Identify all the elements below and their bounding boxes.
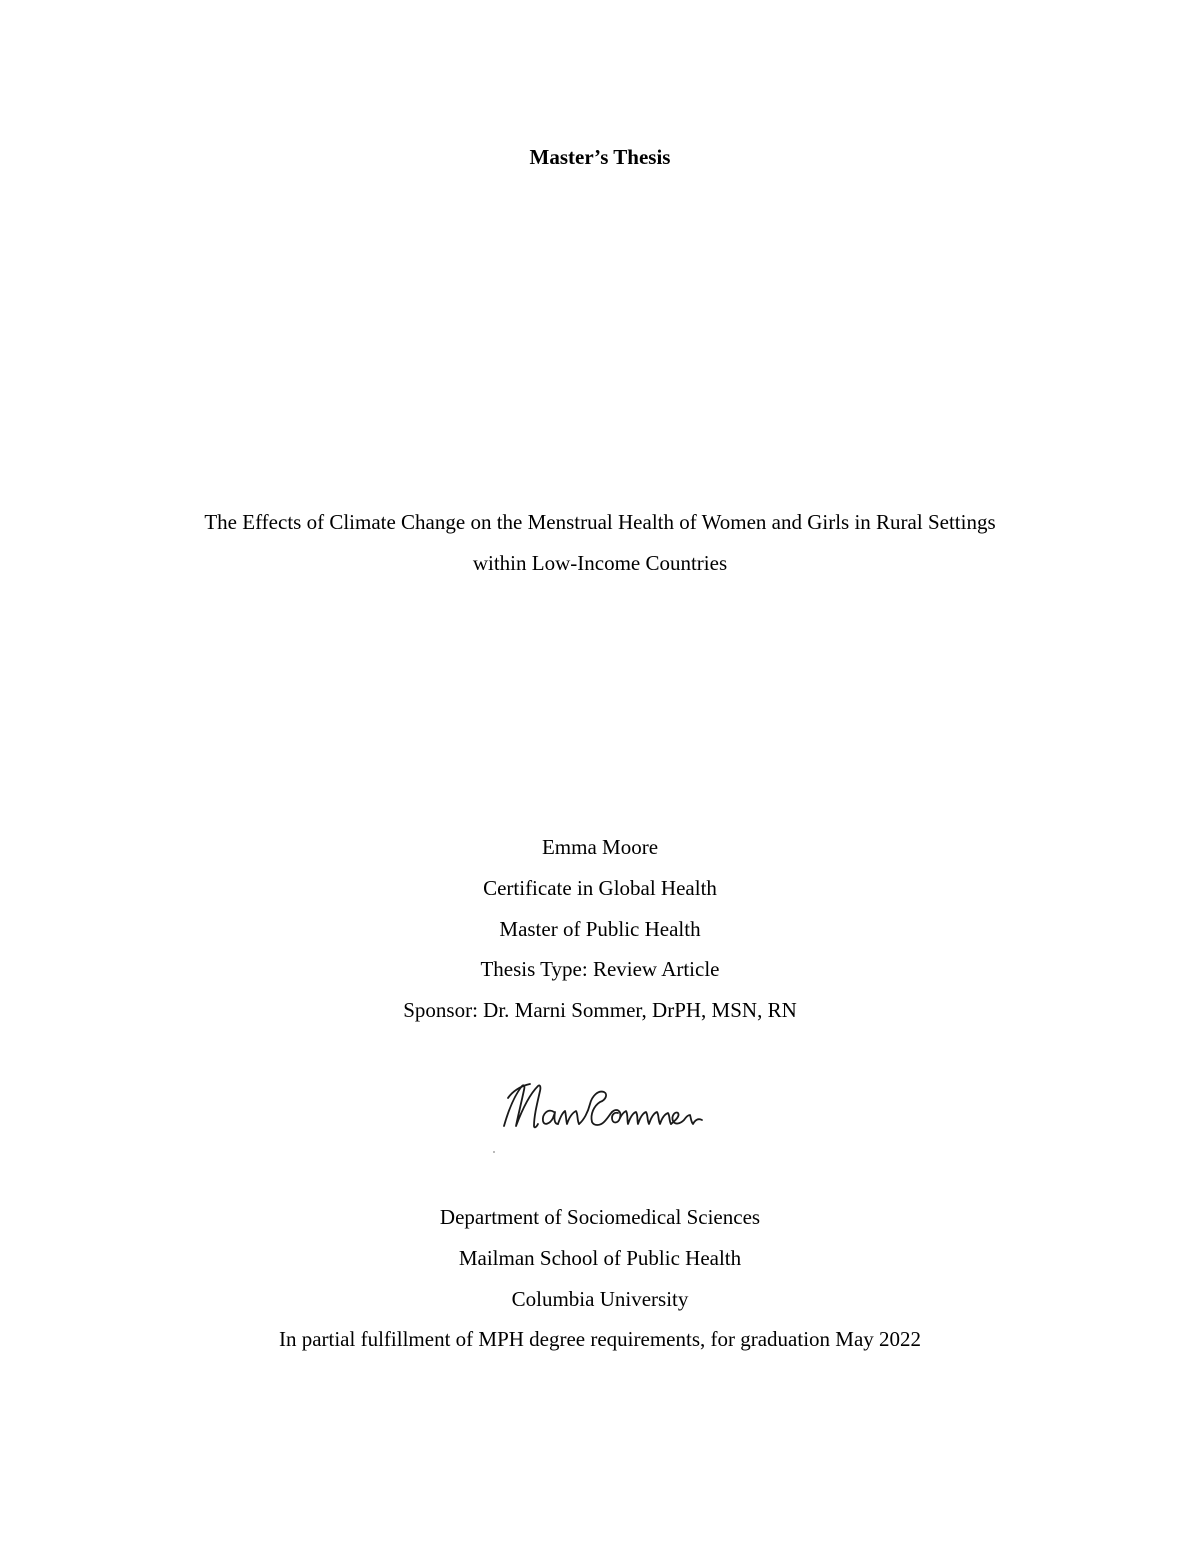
author-name: Emma Moore — [541, 835, 659, 859]
thesis-type-line: Thesis Type: Review Article — [480, 957, 720, 981]
university-line: Columbia University — [511, 1287, 689, 1311]
document-heading: Master’s Thesis — [529, 145, 671, 169]
sponsor-signature — [480, 1068, 720, 1158]
school-line: Mailman School of Public Health — [458, 1246, 742, 1270]
department-line: Department of Sociomedical Sciences — [439, 1205, 761, 1229]
certificate-line: Certificate in Global Health — [483, 876, 717, 900]
thesis-title-line-2: within Low-Income Countries — [472, 551, 728, 575]
sponsor-line: Sponsor: Dr. Marni Sommer, DrPH, MSN, RN — [403, 998, 797, 1022]
degree-line: Master of Public Health — [499, 917, 701, 941]
fulfillment-line: In partial fulfillment of MPH degree requirements, for graduation May 2022 — [278, 1327, 922, 1351]
thesis-title-line-1: The Effects of Climate Change on the Menstrual Health of Women and Girls in Rural Settings — [204, 510, 996, 534]
